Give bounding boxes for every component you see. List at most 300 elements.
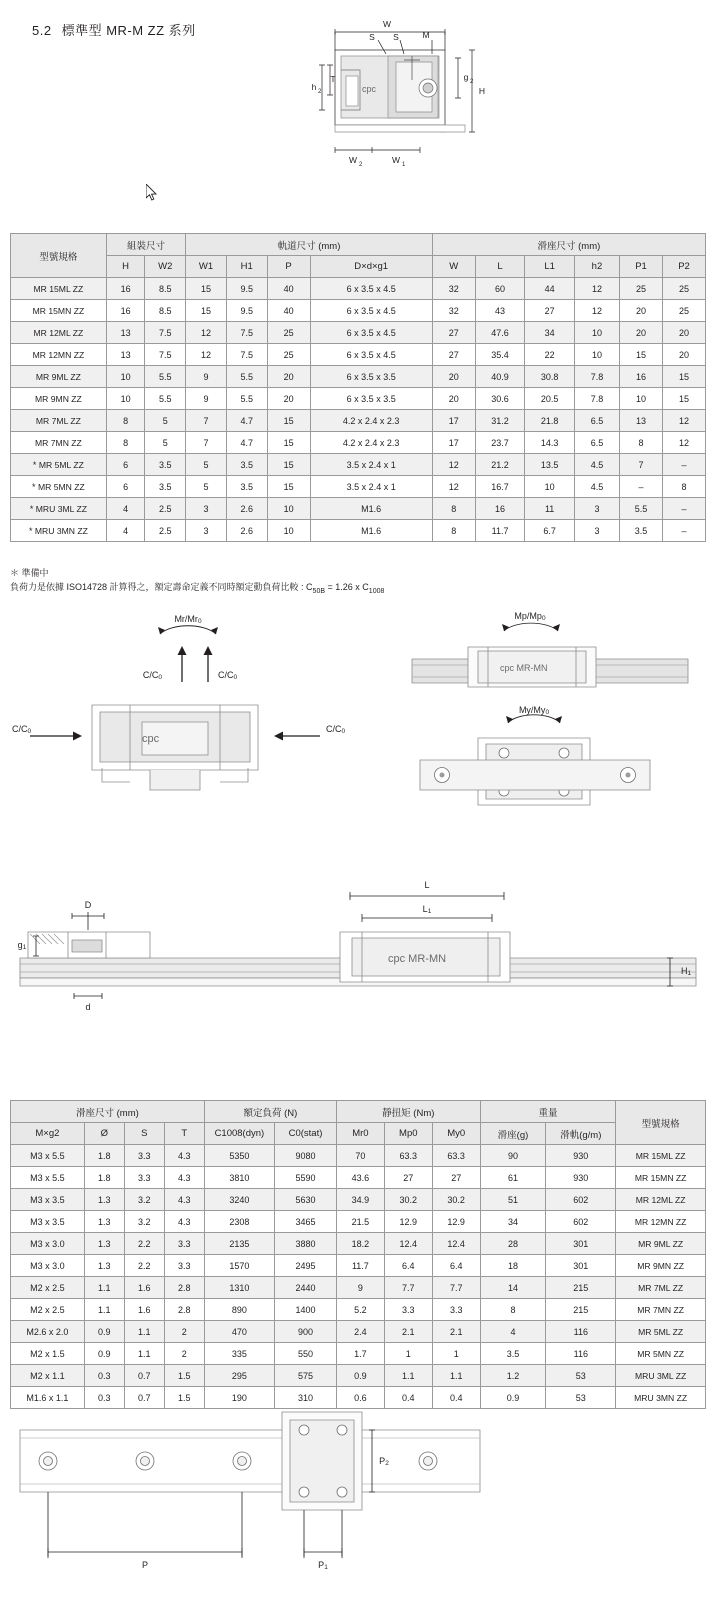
cell: 12.4 — [384, 1233, 432, 1255]
cell: 3.3 — [124, 1145, 164, 1167]
row-model: MRU 3ML ZZ — [616, 1365, 706, 1387]
col-W1: W1 — [186, 256, 227, 278]
cell: M3 x 5.5 — [11, 1167, 85, 1189]
dimension-table-group-header-row — [11, 234, 706, 256]
note-iso: 負荷力是依據 ISO14728 計算得之，額定壽命定義不同時額定動負荷比較 : $C_{50B} = 1.26$ x $C_{1008}$ — [10, 582, 385, 595]
cell: 116 — [546, 1343, 616, 1365]
cell: 12 — [574, 278, 619, 300]
cell: 8 — [106, 432, 145, 454]
cell: 1.6 — [124, 1277, 164, 1299]
cell: 2135 — [204, 1233, 274, 1255]
col-W: W — [432, 256, 475, 278]
cell: 4.7 — [226, 432, 267, 454]
cell: 5.5 — [145, 366, 186, 388]
cell: 3.2 — [124, 1189, 164, 1211]
label-P1: P1 — [318, 1560, 328, 1571]
cell: 20 — [432, 366, 475, 388]
cell: 8 — [432, 520, 475, 542]
label-h2-sub: 2 — [318, 89, 322, 95]
cell: 5.5 — [226, 366, 267, 388]
cell: 5.5 — [145, 388, 186, 410]
cell: 32 — [432, 278, 475, 300]
cell: 2 — [164, 1343, 204, 1365]
load-table-group-header-row — [11, 1101, 706, 1123]
load-table-group-block-dims: 滑座尺寸 (mm) — [11, 1101, 205, 1123]
col-rail-weight: 滑軌(g/m) — [546, 1123, 616, 1145]
cell: 10 — [267, 498, 310, 520]
cell: 550 — [275, 1343, 337, 1365]
cell: 22 — [525, 344, 575, 366]
cell: 602 — [546, 1211, 616, 1233]
cell: 16 — [620, 366, 663, 388]
cell: 930 — [546, 1167, 616, 1189]
label-CC0-up-left: C/C0 — [142, 670, 162, 681]
load-table-body — [11, 1145, 706, 1409]
cell: 10 — [106, 388, 145, 410]
section-number: 5.2 — [32, 23, 52, 38]
cell: 900 — [275, 1321, 337, 1343]
cell: 16 — [475, 498, 525, 520]
cell: 30.8 — [525, 366, 575, 388]
cell: 5630 — [275, 1189, 337, 1211]
cell: 2.5 — [145, 498, 186, 520]
cell: 16 — [106, 278, 145, 300]
cell: 890 — [204, 1299, 274, 1321]
cell: 930 — [546, 1145, 616, 1167]
cell: 34.9 — [336, 1189, 384, 1211]
brand-cpc-top: cpc — [362, 84, 377, 94]
cell: 13 — [106, 344, 145, 366]
cell: 4.2 x 2.4 x 2.3 — [310, 410, 432, 432]
cell: 18 — [480, 1255, 546, 1277]
cell: 215 — [546, 1299, 616, 1321]
cell: 1.8 — [84, 1167, 124, 1189]
label-M: M — [422, 30, 430, 40]
cell: 17 — [432, 410, 475, 432]
table-row — [11, 1145, 706, 1167]
cell: 6.7 — [525, 520, 575, 542]
load-table-model-header: 型號規格 — [616, 1101, 706, 1145]
cell: 1570 — [204, 1255, 274, 1277]
table-row — [11, 1321, 706, 1343]
cell: 7.7 — [432, 1277, 480, 1299]
dimension-table — [10, 233, 706, 542]
cell: 2495 — [275, 1255, 337, 1277]
col-T: T — [164, 1123, 204, 1145]
cell: – — [663, 454, 706, 476]
label-S2: S — [393, 32, 399, 42]
table-row — [11, 1189, 706, 1211]
row-model: * MR 5ML ZZ — [11, 454, 107, 476]
cell: 6.4 — [384, 1255, 432, 1277]
cell: 2.1 — [384, 1321, 432, 1343]
cell: 8 — [106, 410, 145, 432]
label-L: L — [424, 880, 430, 890]
cell: 6 — [106, 476, 145, 498]
col-L: L — [475, 256, 525, 278]
cell: 11.7 — [336, 1255, 384, 1277]
cell: 0.7 — [124, 1365, 164, 1387]
cell: M3 x 3.0 — [11, 1233, 85, 1255]
cell: 51 — [480, 1189, 546, 1211]
cell: 12 — [574, 300, 619, 322]
cell: 5350 — [204, 1145, 274, 1167]
cell: 602 — [546, 1189, 616, 1211]
cell: 90 — [480, 1145, 546, 1167]
cell: 30.2 — [432, 1189, 480, 1211]
cell: 4.7 — [226, 410, 267, 432]
row-model: MR 9ML ZZ — [616, 1233, 706, 1255]
cell: – — [663, 498, 706, 520]
table-row — [11, 322, 706, 344]
row-model: MR 5MN ZZ — [616, 1343, 706, 1365]
cell: 27 — [525, 300, 575, 322]
cell: M3 x 5.5 — [11, 1145, 85, 1167]
cell: 1310 — [204, 1277, 274, 1299]
cell: 20 — [620, 322, 663, 344]
table-row — [11, 454, 706, 476]
cell: 9 — [186, 388, 227, 410]
cell: 5 — [145, 410, 186, 432]
cell: M2.6 x 2.0 — [11, 1321, 85, 1343]
cell: 2440 — [275, 1277, 337, 1299]
cell: 1.1 — [84, 1277, 124, 1299]
cell: 10 — [574, 344, 619, 366]
cell: 4.3 — [164, 1145, 204, 1167]
table-row — [11, 498, 706, 520]
brand-cpc-rail: cpc MR-MN — [388, 953, 447, 965]
mouse-cursor — [146, 184, 158, 202]
row-model: MR 12MN ZZ — [11, 344, 107, 366]
cell: 2.1 — [432, 1321, 480, 1343]
label-W2: W — [348, 155, 358, 165]
cell: 4 — [480, 1321, 546, 1343]
row-model: * MRU 3MN ZZ — [11, 520, 107, 542]
cell: 21.2 — [475, 454, 525, 476]
cell: 13 — [106, 322, 145, 344]
col-block-weight: 滑座(g) — [480, 1123, 546, 1145]
cell: 190 — [204, 1387, 274, 1409]
cell: 2.8 — [164, 1299, 204, 1321]
cell: 18.2 — [336, 1233, 384, 1255]
cell: 3810 — [204, 1167, 274, 1189]
dimension-table-body — [11, 278, 706, 542]
cell: 6.5 — [574, 410, 619, 432]
label-L1: L1 — [422, 904, 432, 915]
cell: 1.5 — [164, 1365, 204, 1387]
cell: 7 — [186, 432, 227, 454]
cell: 2 — [164, 1321, 204, 1343]
cell: 43 — [475, 300, 525, 322]
page-title — [32, 20, 196, 39]
cell: 6 x 3.5 x 3.5 — [310, 366, 432, 388]
cell: 0.4 — [432, 1387, 480, 1409]
cell: 0.3 — [84, 1387, 124, 1409]
cell: 11 — [525, 498, 575, 520]
cell: 70 — [336, 1145, 384, 1167]
row-model: MR 15ML ZZ — [616, 1145, 706, 1167]
col-C1008: C1008(dyn) — [204, 1123, 274, 1145]
cell: 4.5 — [574, 476, 619, 498]
cell: 4 — [106, 498, 145, 520]
label-g2: g — [463, 72, 469, 82]
row-model: MR 7MN ZZ — [616, 1299, 706, 1321]
label-D: D — [84, 900, 92, 910]
cell: 63.3 — [432, 1145, 480, 1167]
cell: M2 x 1.5 — [11, 1343, 85, 1365]
cell: 2.5 — [145, 520, 186, 542]
cell: M1.6 x 1.1 — [11, 1387, 85, 1409]
cell: 40.9 — [475, 366, 525, 388]
cell: 23.7 — [475, 432, 525, 454]
cross-section-figure — [300, 10, 560, 175]
label-d: d — [85, 1002, 91, 1012]
cell: 3 — [574, 520, 619, 542]
cell: 1.6 — [124, 1299, 164, 1321]
cell: M1.6 — [310, 498, 432, 520]
cell: 1.1 — [384, 1365, 432, 1387]
row-model: * MRU 3ML ZZ — [11, 498, 107, 520]
cell: 53 — [546, 1365, 616, 1387]
cell: 27 — [432, 344, 475, 366]
row-model: MR 12MN ZZ — [616, 1211, 706, 1233]
cell: 4.2 x 2.4 x 2.3 — [310, 432, 432, 454]
col-DxdxG1: D×d×g1 — [310, 256, 432, 278]
cell: 470 — [204, 1321, 274, 1343]
row-model: MR 12ML ZZ — [11, 322, 107, 344]
cell: 5590 — [275, 1167, 337, 1189]
cell: 3.5 — [226, 476, 267, 498]
cell: 6.4 — [432, 1255, 480, 1277]
col-H: H — [106, 256, 145, 278]
cell: 15 — [186, 278, 227, 300]
cell: M3 x 3.0 — [11, 1255, 85, 1277]
cell: 12 — [432, 476, 475, 498]
cell: M1.6 — [310, 520, 432, 542]
label-H: H — [478, 86, 486, 96]
table-row — [11, 1343, 706, 1365]
cell: 28 — [480, 1233, 546, 1255]
cell: 0.3 — [84, 1365, 124, 1387]
col-Mr0: Mr0 — [336, 1123, 384, 1145]
cell: 335 — [204, 1343, 274, 1365]
cell: 3.5 x 2.4 x 1 — [310, 454, 432, 476]
cell: 1.1 — [432, 1365, 480, 1387]
cell: 10 — [574, 322, 619, 344]
cell: 0.9 — [336, 1365, 384, 1387]
table-row — [11, 1365, 706, 1387]
cell: 116 — [546, 1321, 616, 1343]
cell: 2.2 — [124, 1233, 164, 1255]
load-table — [10, 1100, 706, 1409]
row-model: * MR 5MN ZZ — [11, 476, 107, 498]
label-P: P — [141, 1560, 149, 1570]
label-P2: P2 — [379, 1456, 389, 1467]
cell: 7.5 — [226, 344, 267, 366]
brand-cpc-load: cpc — [142, 733, 160, 745]
cell: 20 — [432, 388, 475, 410]
dimension-table-group-assembly: 組裝尺寸 — [106, 234, 185, 256]
rail-side-figure — [10, 870, 706, 1070]
cell: 1 — [432, 1343, 480, 1365]
cell: 1.8 — [84, 1145, 124, 1167]
cell: 3 — [186, 498, 227, 520]
row-model: MR 12ML ZZ — [616, 1189, 706, 1211]
table-row — [11, 1255, 706, 1277]
cell: 12 — [186, 322, 227, 344]
cell: 5.5 — [226, 388, 267, 410]
label-Mp: Mp/Mp0 — [514, 611, 546, 622]
cell: 1 — [384, 1343, 432, 1365]
col-W2: W2 — [145, 256, 186, 278]
cell: 43.6 — [336, 1167, 384, 1189]
cell: 215 — [546, 1277, 616, 1299]
cell: 2.8 — [164, 1277, 204, 1299]
cell: 1.3 — [84, 1211, 124, 1233]
cell: 7.8 — [574, 388, 619, 410]
cell: 4.5 — [574, 454, 619, 476]
col-P2: P2 — [663, 256, 706, 278]
cell: 12 — [663, 410, 706, 432]
cell: 40 — [267, 300, 310, 322]
cell: 15 — [186, 300, 227, 322]
cell: 3.3 — [432, 1299, 480, 1321]
cell: M3 x 3.5 — [11, 1189, 85, 1211]
cell: 14 — [480, 1277, 546, 1299]
cell: 8.5 — [145, 278, 186, 300]
cell: 2.2 — [124, 1255, 164, 1277]
cell: 3.3 — [384, 1299, 432, 1321]
cell: 2.6 — [226, 498, 267, 520]
col-My0: My0 — [432, 1123, 480, 1145]
cell: 3 — [574, 498, 619, 520]
table-row — [11, 388, 706, 410]
cell: – — [620, 476, 663, 498]
cell: 3.2 — [124, 1211, 164, 1233]
cell: 10 — [267, 520, 310, 542]
cell: 16.7 — [475, 476, 525, 498]
cell: 0.9 — [84, 1343, 124, 1365]
row-model: MR 7ML ZZ — [616, 1277, 706, 1299]
cell: 21.5 — [336, 1211, 384, 1233]
cell: 5 — [145, 432, 186, 454]
label-Mr: Mr/Mr0 — [174, 614, 202, 625]
table-row — [11, 1211, 706, 1233]
cell: 21.8 — [525, 410, 575, 432]
table-row — [11, 366, 706, 388]
cell: 27 — [432, 1167, 480, 1189]
cell: 53 — [546, 1387, 616, 1409]
cell: 16 — [106, 300, 145, 322]
row-model: MR 5ML ZZ — [616, 1321, 706, 1343]
cell: 5 — [186, 454, 227, 476]
cell: 3 — [186, 520, 227, 542]
cell: 3240 — [204, 1189, 274, 1211]
cell: 9 — [336, 1277, 384, 1299]
cell: 25 — [663, 278, 706, 300]
cell: 1400 — [275, 1299, 337, 1321]
cell: 6 x 3.5 x 4.5 — [310, 344, 432, 366]
dimension-table-group-rail: 軌道尺寸 (mm) — [186, 234, 433, 256]
table-row — [11, 278, 706, 300]
col-Mxg2: M×g2 — [11, 1123, 85, 1145]
cell: 25 — [267, 322, 310, 344]
cell: 3.5 — [480, 1343, 546, 1365]
cell: 15 — [663, 366, 706, 388]
col-H1: H1 — [226, 256, 267, 278]
label-W1-sub: 1 — [402, 162, 406, 168]
row-model: MR 15ML ZZ — [11, 278, 107, 300]
cell: 3.5 — [145, 454, 186, 476]
cell: 61 — [480, 1167, 546, 1189]
cell: 13.5 — [525, 454, 575, 476]
table-row — [11, 1167, 706, 1189]
cell: 9080 — [275, 1145, 337, 1167]
cell: 0.7 — [124, 1387, 164, 1409]
cell: 4.3 — [164, 1211, 204, 1233]
cell: 9 — [186, 366, 227, 388]
note-preparing: ＊ 準備中 — [10, 568, 49, 578]
cell: 20 — [267, 388, 310, 410]
label-h2: h — [311, 82, 317, 92]
cell: M2 x 1.1 — [11, 1365, 85, 1387]
label-g1: g1 — [17, 940, 27, 951]
cell: 9.5 — [226, 278, 267, 300]
cell: 15 — [663, 388, 706, 410]
cell: 20 — [663, 344, 706, 366]
cell: 7.5 — [145, 344, 186, 366]
cell: 12 — [663, 432, 706, 454]
cell: 32 — [432, 300, 475, 322]
cell: 35.4 — [475, 344, 525, 366]
cell: 13 — [620, 410, 663, 432]
label-T: T — [330, 74, 336, 84]
cell: 25 — [620, 278, 663, 300]
cell: 11.7 — [475, 520, 525, 542]
cell: 3.5 x 2.4 x 1 — [310, 476, 432, 498]
cell: 14.3 — [525, 432, 575, 454]
cell: M2 x 2.5 — [11, 1299, 85, 1321]
cell: 3.3 — [124, 1167, 164, 1189]
cell: 1.2 — [480, 1365, 546, 1387]
col-P: P — [267, 256, 310, 278]
cell: 6 — [106, 454, 145, 476]
cell: 6 x 3.5 x 4.5 — [310, 322, 432, 344]
cell: 12.4 — [432, 1233, 480, 1255]
cell: 31.2 — [475, 410, 525, 432]
cell: 34 — [525, 322, 575, 344]
dimension-table-model-header: 型號規格 — [11, 234, 107, 278]
cell: 1.1 — [124, 1343, 164, 1365]
cell: 10 — [620, 388, 663, 410]
load-table-group-static-moment: 靜扭矩 (Nm) — [336, 1101, 480, 1123]
cell: 3880 — [275, 1233, 337, 1255]
cell: 15 — [267, 432, 310, 454]
row-model: MR 15MN ZZ — [11, 300, 107, 322]
cell: 2.6 — [226, 520, 267, 542]
cell: 3.3 — [164, 1233, 204, 1255]
cell: 5.5 — [620, 498, 663, 520]
cell: 8 — [620, 432, 663, 454]
cell: 1.3 — [84, 1233, 124, 1255]
label-W: W — [382, 19, 392, 29]
cell: 34 — [480, 1211, 546, 1233]
row-model: MR 9ML ZZ — [11, 366, 107, 388]
table-row — [11, 1299, 706, 1321]
cell: 3.5 — [145, 476, 186, 498]
load-table-column-header-row — [11, 1123, 706, 1145]
cell: 7.8 — [574, 366, 619, 388]
